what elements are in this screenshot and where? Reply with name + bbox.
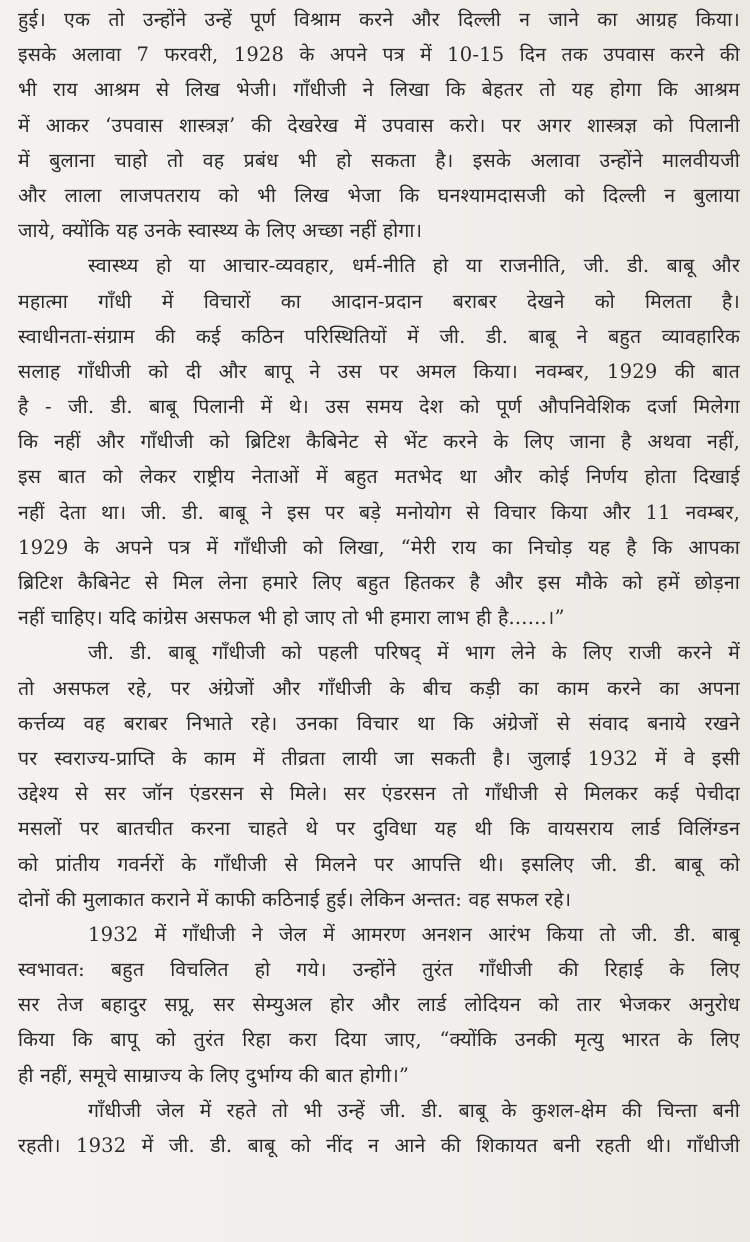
page-text — [18, 2, 740, 1163]
text-line: गाँधीजी जेल में रहते तो भी उन्हें जी. डी. बाबू के कुशल-क्षेम की चिन्ता बनी — [88, 1098, 740, 1122]
text-line: कर्त्तव्य वह बराबर निभाते रहे। उनका विचार था कि अंग्रेजों से संवाद बनाये रखने — [18, 711, 740, 735]
text-line: महात्मा गाँधी में विचारों का आदान-प्रदान बराबर देखने को मिलता है। — [18, 289, 740, 313]
text-line: हुई। एक तो उन्होंने उन्हें पूर्ण विश्राम करने और दिल्ली न जाने का आग्रह किया। — [18, 8, 740, 31]
text-line: स्वभावत: बहुत विचलित हो गये। उन्होंने तुरंत गाँधीजी की रिहाई के लिए — [18, 958, 740, 982]
text-line: उद्देश्य से सर जॉन एंडरसन से मिले। सर एंडरसन तो गाँधीजी से मिलकर कई पेचीदा — [18, 782, 740, 806]
text-line: स्वाधीनता-संग्राम की कई कठिन परिस्थितियों में जी. डी. बाबू ने बहुत व्यावहारिक — [18, 324, 740, 348]
text-line: जाये, क्योंकि यह उनके स्वास्थ्य के लिए अच्छा नहीं होगा। — [18, 219, 423, 243]
text-line: नहीं चाहिए। यदि कांग्रेस असफल भी हो जाए तो भी हमारा लाभ ही है......।” — [18, 606, 565, 630]
text-line: 1932 में गाँधीजी ने जेल में आमरण अनशन आरंभ किया तो जी. डी. बाबू — [88, 922, 740, 946]
text-line: ही नहीं, समूचे साम्राज्य के लिए दुर्भाग्य की बात होगी।” — [18, 1063, 410, 1087]
text-line: जी. डी. बाबू गाँधीजी को पहली परिषद् में भाग लेने के लिए राजी करने में — [88, 641, 740, 665]
text-line: 1929 के अपने पत्र में गाँधीजी को लिखा, “मेरी राय का निचोड़ यह है कि आपका — [18, 535, 740, 559]
text-line: ब्रिटिश कैबिनेट से मिल लेना हमारे लिए बहुत हितकर है और इस मौके को हमें छोड़ना — [18, 571, 740, 594]
text-line: स्वास्थ्य हो या आचार-व्यवहार, धर्म-नीति हो या राजनीति, जी. डी. बाबू और — [88, 254, 740, 278]
text-line: को प्रांतीय गवर्नरों के गाँधीजी से मिलने पर आपत्ति थी। इसलिए जी. डी. बाबू को — [18, 852, 740, 876]
paragraph — [18, 635, 740, 917]
text-line: इसके अलावा 7 फरवरी, 1928 के अपने पत्र में 10-15 दिन तक उपवास करने की — [18, 43, 740, 67]
text-line: दोनों की मुलाकात कराने में काफी कठिनाई हुई। लेकिन अन्तत: वह सफल रहे। — [18, 887, 572, 911]
paragraph — [18, 248, 740, 635]
text-line: है - जी. डी. बाबू पिलानी में थे। उस समय देश को पूर्ण औपनिवेशिक दर्जा मिलेगा — [18, 395, 740, 419]
paragraph — [18, 1093, 740, 1163]
text-line: किया कि बापू को तुरंत रिहा करा दिया जाए, “क्योंकि उनकी मृत्यु भारत के लिए — [18, 1028, 740, 1052]
text-line: पर स्वराज्य-प्राप्ति के काम में तीव्रता लायी जा सकती है। जुलाई 1932 में वे इसी — [18, 746, 740, 770]
text-line: में बुलाना चाहो तो वह प्रबंध भी हो सकता है। इसके अलावा उन्होंने मालवीयजी — [18, 148, 740, 172]
text-line: सर तेज बहादुर सप्रू, सर सेम्युअल होर और लार्ड लोदियन को तार भेजकर अनुरोध — [18, 993, 740, 1017]
text-line: कि नहीं और गाँधीजी को ब्रिटिश कैबिनेट से भेंट करने के लिए जाना है अथवा नहीं, — [18, 430, 740, 454]
text-line: भी राय आश्रम से लिख भेजी। गाँधीजी ने लिखा कि बेहतर तो यह होगा कि आश्रम — [18, 78, 740, 102]
paragraph — [18, 917, 740, 1093]
text-line: रहती। 1932 में जी. डी. बाबू को नींद न आने की शिकायत बनी रहती थी। गाँधीजी — [18, 1134, 740, 1157]
text-line: में आकर ‘उपवास शास्त्रज्ञ’ की देखरेख में उपवास करो। पर अगर शास्त्रज्ञ को पिलानी — [18, 113, 740, 137]
text-line: मसलों पर बातचीत करना चाहते थे पर दुविधा यह थी कि वायसराय लार्ड विलिंग्डन — [18, 817, 740, 841]
text-line: इस बात को लेकर राष्ट्रीय नेताओं में बहुत मतभेद था और कोई निर्णय होता दिखाई — [18, 465, 740, 489]
text-line: नहीं देता था। जी. डी. बाबू ने इस पर बड़े मनोयोग से विचार किया और 11 नवम्बर, — [18, 500, 740, 524]
text-line: सलाह गाँधीजी को दी और बापू ने उस पर अमल किया। नवम्बर, 1929 की बात — [18, 359, 740, 383]
paragraph — [18, 2, 740, 248]
text-line: और लाला लाजपतराय को भी लिख भेजा कि घनश्यामदासजी को दिल्ली न बुलाया — [18, 183, 740, 207]
text-line: तो असफल रहे, पर अंग्रेजों और गाँधीजी के बीच कड़ी का काम करने का अपना — [18, 676, 740, 700]
